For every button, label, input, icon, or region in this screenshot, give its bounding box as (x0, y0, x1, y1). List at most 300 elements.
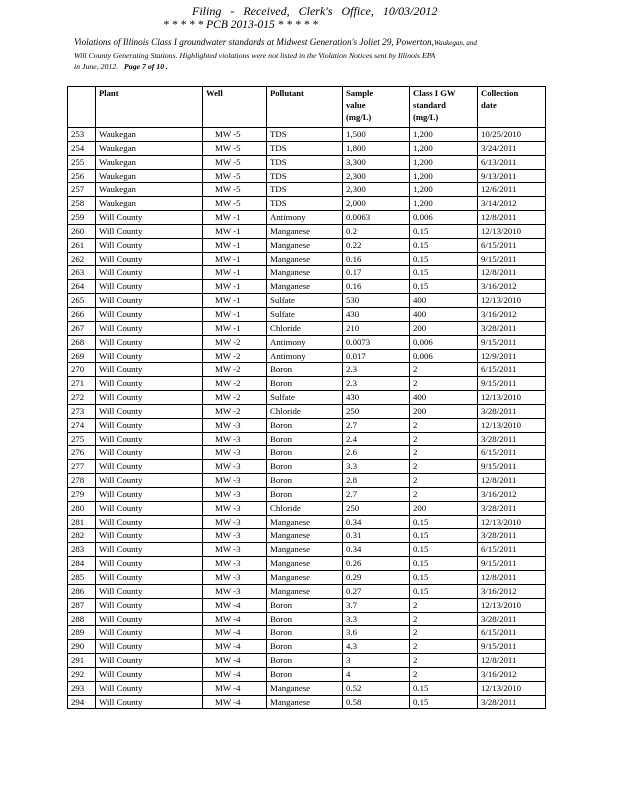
collection-date-cell: 6/15/2011 (478, 543, 546, 557)
standard-cell: 400 (410, 391, 478, 405)
row-number: 280 (68, 501, 96, 515)
sample-value-cell: 4.3 (343, 640, 410, 654)
pollutant-cell: Antimony (267, 349, 343, 363)
standard-cell: 2 (410, 418, 478, 432)
standard-cell: 200 (410, 321, 478, 335)
standard-cell: 0.15 (410, 515, 478, 529)
table-row (68, 224, 546, 238)
table-row (68, 667, 546, 681)
pollutant-cell: Manganese (267, 571, 343, 585)
table-row (68, 349, 546, 363)
pollutant-cell: Sulfate (267, 391, 343, 405)
pollutant-cell: Manganese (267, 515, 343, 529)
table-row (68, 404, 546, 418)
header-pollutant: Pollutant (267, 87, 343, 128)
sample-value-cell: 2,300 (343, 169, 410, 183)
collection-date-cell: 12/13/2010 (478, 681, 546, 695)
pollutant-cell: TDS (267, 183, 343, 197)
standard-cell: 200 (410, 404, 478, 418)
standard-cell: 400 (410, 294, 478, 308)
sample-value-cell: 2.7 (343, 418, 410, 432)
header-sample-value: Sample value (mg/L) (343, 87, 410, 128)
plant-cell: Will County (96, 515, 203, 529)
page-number: Page 7 of 10 . (124, 62, 169, 71)
plant-cell: Will County (96, 294, 203, 308)
table-row (68, 155, 546, 169)
standard-cell: 1,200 (410, 169, 478, 183)
table-row (68, 474, 546, 488)
collection-date-cell: 3/28/2011 (478, 432, 546, 446)
pollutant-cell: Boron (267, 377, 343, 391)
table-body (68, 128, 546, 709)
plant-cell: Will County (96, 557, 203, 571)
sample-value-cell: 0.17 (343, 266, 410, 280)
collection-date-cell: 3/24/2011 (478, 141, 546, 155)
well-cell: MW -1 (203, 252, 267, 266)
sample-value-cell: 0.22 (343, 238, 410, 252)
standard-cell: 0.15 (410, 529, 478, 543)
pollutant-cell: Manganese (267, 224, 343, 238)
plant-cell: Will County (96, 377, 203, 391)
row-number: 261 (68, 238, 96, 252)
row-number: 272 (68, 391, 96, 405)
well-cell: MW -3 (203, 432, 267, 446)
table-row (68, 584, 546, 598)
pollutant-cell: Boron (267, 460, 343, 474)
sample-value-cell: 3,300 (343, 155, 410, 169)
standard-cell: 0.006 (410, 211, 478, 225)
sample-value-cell: 2.8 (343, 474, 410, 488)
pollutant-cell: Manganese (267, 681, 343, 695)
row-number: 271 (68, 377, 96, 391)
sample-value-cell: 0.16 (343, 280, 410, 294)
table-row (68, 432, 546, 446)
table-row (68, 460, 546, 474)
well-cell: MW -3 (203, 571, 267, 585)
row-number: 266 (68, 307, 96, 321)
table-row (68, 238, 546, 252)
sample-value-cell: 2.3 (343, 377, 410, 391)
sample-value-cell: 1,800 (343, 141, 410, 155)
sample-value-cell: 0.0063 (343, 211, 410, 225)
collection-date-cell: 3/16/2012 (478, 584, 546, 598)
well-cell: MW -4 (203, 598, 267, 612)
plant-cell: Will County (96, 404, 203, 418)
pollutant-cell: Manganese (267, 280, 343, 294)
table-row (68, 252, 546, 266)
table-row (68, 280, 546, 294)
sample-value-cell: 0.16 (343, 252, 410, 266)
well-cell: MW -5 (203, 141, 267, 155)
plant-cell: Will County (96, 363, 203, 377)
plant-cell: Will County (96, 571, 203, 585)
row-number: 256 (68, 169, 96, 183)
sample-value-cell: 250 (343, 404, 410, 418)
sample-value-cell: 3.3 (343, 460, 410, 474)
plant-cell: Will County (96, 224, 203, 238)
collection-date-cell: 9/15/2011 (478, 557, 546, 571)
plant-cell: Will County (96, 584, 203, 598)
row-number: 274 (68, 418, 96, 432)
row-number: 292 (68, 667, 96, 681)
collection-date-cell: 6/13/2011 (478, 155, 546, 169)
well-cell: MW -4 (203, 681, 267, 695)
table-row (68, 197, 546, 211)
standard-cell: 0.15 (410, 224, 478, 238)
standard-cell: 2 (410, 626, 478, 640)
sample-value-cell: 0.0073 (343, 335, 410, 349)
standard-cell: 0.15 (410, 252, 478, 266)
row-number: 269 (68, 349, 96, 363)
plant-cell: Will County (96, 598, 203, 612)
row-number: 262 (68, 252, 96, 266)
well-cell: MW -5 (203, 169, 267, 183)
collection-date-cell: 6/15/2011 (478, 238, 546, 252)
pollutant-cell: Boron (267, 474, 343, 488)
collection-date-cell: 9/15/2011 (478, 377, 546, 391)
row-number: 279 (68, 487, 96, 501)
pollutant-cell: Boron (267, 363, 343, 377)
row-number: 281 (68, 515, 96, 529)
well-cell: MW -1 (203, 211, 267, 225)
table-row (68, 543, 546, 557)
standard-cell: 0.15 (410, 543, 478, 557)
header-plant: Plant (96, 87, 203, 128)
collection-date-cell: 3/14/2012 (478, 197, 546, 211)
collection-date-cell: 3/28/2011 (478, 529, 546, 543)
sample-value-cell: 2.6 (343, 446, 410, 460)
well-cell: MW -1 (203, 280, 267, 294)
table-header-row (68, 87, 546, 128)
row-number: 283 (68, 543, 96, 557)
collection-date-cell: 12/13/2010 (478, 515, 546, 529)
row-number: 270 (68, 363, 96, 377)
pollutant-cell: Sulfate (267, 307, 343, 321)
standard-cell: 1,200 (410, 141, 478, 155)
row-number: 253 (68, 128, 96, 142)
table-row (68, 141, 546, 155)
plant-cell: Waukegan (96, 141, 203, 155)
table-row (68, 377, 546, 391)
standard-cell: 2 (410, 612, 478, 626)
row-number: 284 (68, 557, 96, 571)
row-number: 264 (68, 280, 96, 294)
plant-cell: Will County (96, 266, 203, 280)
standard-cell: 1,200 (410, 197, 478, 211)
well-cell: MW -2 (203, 391, 267, 405)
pollutant-cell: Antimony (267, 211, 343, 225)
description-text-3: in June, 2012. (74, 62, 119, 71)
pollutant-cell: TDS (267, 155, 343, 169)
pollutant-cell: Sulfate (267, 294, 343, 308)
pollutant-cell: Manganese (267, 695, 343, 709)
pollutant-cell: Manganese (267, 252, 343, 266)
table-row (68, 266, 546, 280)
collection-date-cell: 3/16/2012 (478, 487, 546, 501)
table-row (68, 501, 546, 515)
table-row (68, 321, 546, 335)
row-number: 258 (68, 197, 96, 211)
table-row (68, 446, 546, 460)
pollutant-cell: Boron (267, 640, 343, 654)
sample-value-cell: 2.3 (343, 363, 410, 377)
plant-cell: Will County (96, 612, 203, 626)
sample-value-cell: 210 (343, 321, 410, 335)
plant-cell: Waukegan (96, 155, 203, 169)
sample-value-cell: 3 (343, 654, 410, 668)
plant-cell: Will County (96, 529, 203, 543)
table-row (68, 557, 546, 571)
collection-date-cell: 12/8/2011 (478, 474, 546, 488)
row-number: 273 (68, 404, 96, 418)
pollutant-cell: TDS (267, 141, 343, 155)
well-cell: MW -4 (203, 667, 267, 681)
sample-value-cell: 430 (343, 307, 410, 321)
pollutant-cell: TDS (267, 197, 343, 211)
plant-cell: Will County (96, 460, 203, 474)
pollutant-cell: Chloride (267, 501, 343, 515)
plant-cell: Will County (96, 321, 203, 335)
plant-cell: Will County (96, 446, 203, 460)
row-number: 259 (68, 211, 96, 225)
well-cell: MW -5 (203, 128, 267, 142)
standard-cell: 2 (410, 474, 478, 488)
well-cell: MW -1 (203, 307, 267, 321)
header-row-number (68, 87, 96, 128)
plant-cell: Will County (96, 391, 203, 405)
standard-cell: 2 (410, 377, 478, 391)
collection-date-cell: 12/6/2011 (478, 183, 546, 197)
well-cell: MW -3 (203, 487, 267, 501)
well-cell: MW -5 (203, 197, 267, 211)
sample-value-cell: 3.3 (343, 612, 410, 626)
row-number: 275 (68, 432, 96, 446)
sample-value-cell: 0.52 (343, 681, 410, 695)
plant-cell: Will County (96, 640, 203, 654)
well-cell: MW -3 (203, 446, 267, 460)
collection-date-cell: 3/16/2012 (478, 307, 546, 321)
plant-cell: Will County (96, 474, 203, 488)
pollutant-cell: Boron (267, 418, 343, 432)
row-number: 278 (68, 474, 96, 488)
well-cell: MW -1 (203, 238, 267, 252)
sample-value-cell: 530 (343, 294, 410, 308)
sample-value-cell: 2,000 (343, 197, 410, 211)
collection-date-cell: 9/15/2011 (478, 460, 546, 474)
well-cell: MW -3 (203, 515, 267, 529)
description-line-1 (74, 37, 477, 47)
sample-value-cell: 0.34 (343, 543, 410, 557)
standard-cell: 0.15 (410, 238, 478, 252)
sample-value-cell: 0.58 (343, 695, 410, 709)
sample-value-cell: 2,300 (343, 183, 410, 197)
row-number: 277 (68, 460, 96, 474)
table-row (68, 598, 546, 612)
table-row (68, 335, 546, 349)
well-cell: MW -3 (203, 418, 267, 432)
collection-date-cell: 10/25/2010 (478, 128, 546, 142)
row-number: 267 (68, 321, 96, 335)
sample-value-cell: 2.4 (343, 432, 410, 446)
plant-cell: Will County (96, 501, 203, 515)
collection-date-cell: 6/15/2011 (478, 626, 546, 640)
table-row (68, 363, 546, 377)
description-line-3 (74, 62, 168, 71)
table-row (68, 695, 546, 709)
table-row (68, 571, 546, 585)
well-cell: MW -4 (203, 640, 267, 654)
collection-date-cell: 12/8/2011 (478, 211, 546, 225)
table-row (68, 626, 546, 640)
description-line-2: Will County Generating Stations. Highlighted violations were not listed in the Violation Notices sent by Illinois EPA (74, 51, 436, 60)
collection-date-cell: 3/28/2011 (478, 404, 546, 418)
plant-cell: Will County (96, 487, 203, 501)
standard-cell: 0.006 (410, 349, 478, 363)
pollutant-cell: Manganese (267, 529, 343, 543)
row-number: 289 (68, 626, 96, 640)
pollutant-cell: Boron (267, 654, 343, 668)
pollutant-cell: Boron (267, 487, 343, 501)
well-cell: MW -3 (203, 501, 267, 515)
standard-cell: 2 (410, 446, 478, 460)
standard-cell: 1,200 (410, 128, 478, 142)
standard-cell: 2 (410, 654, 478, 668)
well-cell: MW -4 (203, 626, 267, 640)
plant-cell: Will County (96, 681, 203, 695)
table-row (68, 654, 546, 668)
pollutant-cell: Boron (267, 626, 343, 640)
collection-date-cell: 6/15/2011 (478, 363, 546, 377)
pollutant-cell: Boron (267, 598, 343, 612)
standard-cell: 0.15 (410, 571, 478, 585)
plant-cell: Will County (96, 280, 203, 294)
row-number: 263 (68, 266, 96, 280)
standard-cell: 2 (410, 487, 478, 501)
standard-cell: 2 (410, 363, 478, 377)
collection-date-cell: 3/16/2012 (478, 667, 546, 681)
standard-cell: 0.15 (410, 280, 478, 294)
collection-date-cell: 12/13/2010 (478, 598, 546, 612)
standard-cell: 0.15 (410, 681, 478, 695)
row-number: 268 (68, 335, 96, 349)
pollutant-cell: Chloride (267, 404, 343, 418)
plant-cell: Waukegan (96, 128, 203, 142)
standard-cell: 2 (410, 460, 478, 474)
row-number: 265 (68, 294, 96, 308)
plant-cell: Will County (96, 432, 203, 446)
plant-cell: Will County (96, 626, 203, 640)
well-cell: MW -5 (203, 155, 267, 169)
pollutant-cell: Manganese (267, 557, 343, 571)
sample-value-cell: 3.6 (343, 626, 410, 640)
description-text-1: Violations of Illinois Class I groundwater standards at Midwest Generation's Joliet 29, Powerton, (74, 37, 434, 47)
plant-cell: Will County (96, 543, 203, 557)
row-number: 291 (68, 654, 96, 668)
sample-value-cell: 3.7 (343, 598, 410, 612)
plant-cell: Will County (96, 252, 203, 266)
row-number: 285 (68, 571, 96, 585)
standard-cell: 2 (410, 598, 478, 612)
collection-date-cell: 3/16/2012 (478, 280, 546, 294)
well-cell: MW -2 (203, 335, 267, 349)
sample-value-cell: 250 (343, 501, 410, 515)
table-row (68, 640, 546, 654)
collection-date-cell: 12/8/2011 (478, 571, 546, 585)
collection-date-cell: 12/8/2011 (478, 266, 546, 280)
row-number: 288 (68, 612, 96, 626)
collection-date-cell: 9/15/2011 (478, 640, 546, 654)
pollutant-cell: Boron (267, 432, 343, 446)
row-number: 260 (68, 224, 96, 238)
well-cell: MW -1 (203, 224, 267, 238)
row-number: 294 (68, 695, 96, 709)
row-number: 290 (68, 640, 96, 654)
pollutant-cell: Antimony (267, 335, 343, 349)
plant-cell: Waukegan (96, 197, 203, 211)
plant-cell: Will County (96, 695, 203, 709)
well-cell: MW -2 (203, 377, 267, 391)
collection-date-cell: 9/13/2011 (478, 169, 546, 183)
table-row (68, 515, 546, 529)
row-number: 276 (68, 446, 96, 460)
collection-date-cell: 9/15/2011 (478, 252, 546, 266)
table-row (68, 612, 546, 626)
well-cell: MW -2 (203, 363, 267, 377)
pcb-number-line: * * * * * PCB 2013-015 * * * * * (163, 19, 318, 31)
pollutant-cell: TDS (267, 128, 343, 142)
well-cell: MW -3 (203, 543, 267, 557)
sample-value-cell: 4 (343, 667, 410, 681)
table-row (68, 487, 546, 501)
well-cell: MW -1 (203, 294, 267, 308)
well-cell: MW -4 (203, 612, 267, 626)
table-row (68, 169, 546, 183)
collection-date-cell: 12/8/2011 (478, 654, 546, 668)
row-number: 282 (68, 529, 96, 543)
table-row (68, 418, 546, 432)
plant-cell: Waukegan (96, 183, 203, 197)
collection-date-cell: 6/15/2011 (478, 446, 546, 460)
table-row (68, 307, 546, 321)
table-row (68, 294, 546, 308)
table-row (68, 391, 546, 405)
table-row (68, 529, 546, 543)
well-cell: MW -3 (203, 460, 267, 474)
plant-cell: Will County (96, 654, 203, 668)
header-collection-date: Collection date (478, 87, 546, 128)
well-cell: MW -5 (203, 183, 267, 197)
plant-cell: Will County (96, 667, 203, 681)
standard-cell: 0.15 (410, 695, 478, 709)
standard-cell: 0.15 (410, 557, 478, 571)
well-cell: MW -4 (203, 695, 267, 709)
collection-date-cell: 3/28/2011 (478, 501, 546, 515)
plant-cell: Will County (96, 211, 203, 225)
header-class-standard: Class I GW standard (mg/L) (410, 87, 478, 128)
pollutant-cell: Manganese (267, 584, 343, 598)
plant-cell: Waukegan (96, 169, 203, 183)
standard-cell: 0.006 (410, 335, 478, 349)
plant-cell: Will County (96, 307, 203, 321)
standard-cell: 200 (410, 501, 478, 515)
well-cell: MW -1 (203, 321, 267, 335)
sample-value-cell: 2.7 (343, 487, 410, 501)
row-number: 293 (68, 681, 96, 695)
standard-cell: 400 (410, 307, 478, 321)
pollutant-cell: Manganese (267, 266, 343, 280)
sample-value-cell: 0.26 (343, 557, 410, 571)
well-cell: MW -2 (203, 404, 267, 418)
